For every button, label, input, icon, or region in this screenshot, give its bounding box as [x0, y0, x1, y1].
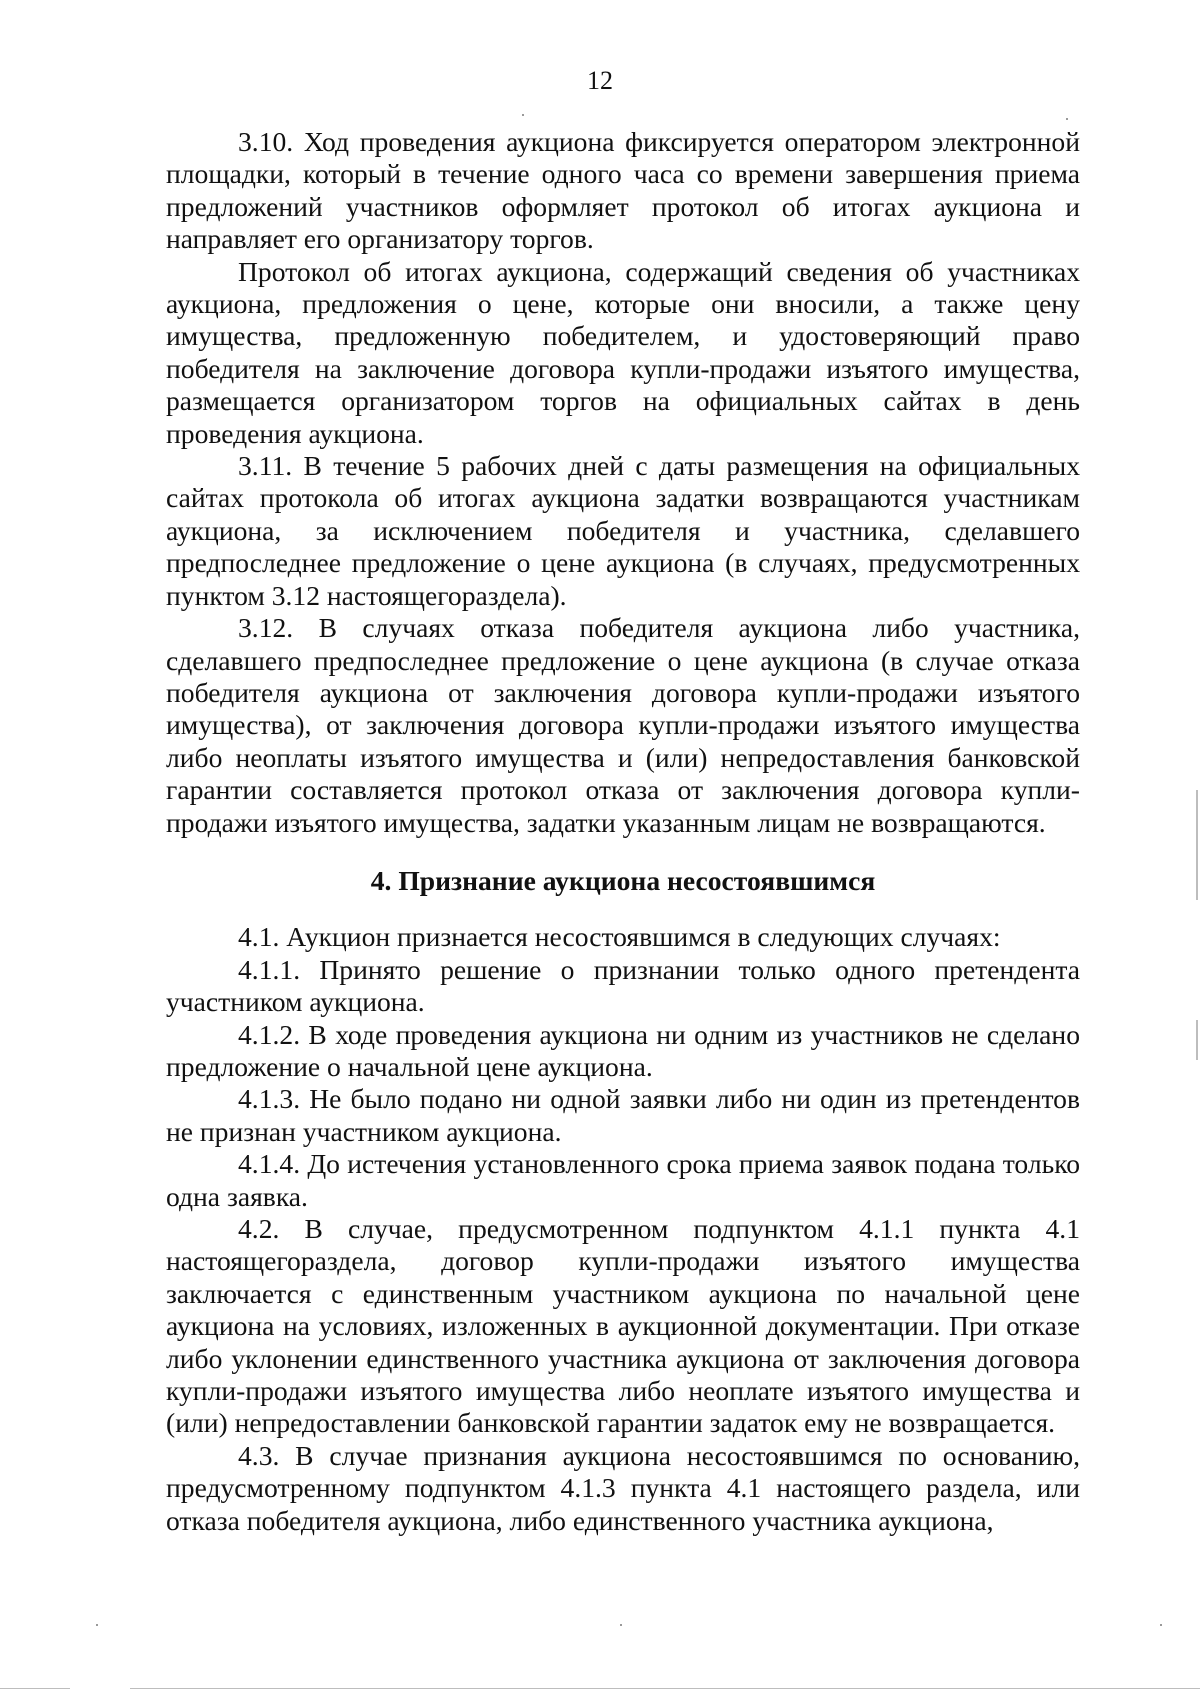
scan-bottom-line — [0, 1688, 70, 1689]
scan-speck — [1160, 1624, 1162, 1626]
scan-edge-line — [1196, 1020, 1198, 1060]
paragraph-4-1-4: 4.1.4. До истечения установленного срока приема заявок подана только одна заявка. — [166, 1148, 1080, 1212]
paragraph-3-10: 3.10. Ход проведения аукциона фиксируется оператором электронной площадки, который в течение одного часа со времени завершения приема предложений участников оформляет протокол об итогах аукциона и направляет его организатору торгов. — [166, 126, 1080, 255]
paragraph-4-2: 4.2. В случае, предусмотренном подпунктом 4.1.1 пункта 4.1 настоящегораздела, договор купли-продажи изъятого имущества заключается с единственным участником аукциона по начальной цене аукциона на условиях, изложенных в аукционной документации. При отказе либо уклонении единственного участника аукциона от заключения договора купли-продажи изъятого имущества либо неоплате изъятого имущества и (или) непредоставлении банковской гарантии задаток ему не возвращается. — [166, 1213, 1080, 1439]
scan-bottom-line — [130, 1688, 1200, 1689]
scan-speck — [620, 1624, 622, 1626]
paragraph-4-1: 4.1. Аукцион признается несостоявшимся в следующих случаях: — [238, 921, 1001, 953]
scan-speck — [1066, 118, 1068, 120]
page-number: 12 — [587, 66, 613, 95]
document-body — [166, 126, 1080, 1537]
scan-speck — [522, 114, 524, 116]
scan-edge-line — [1196, 790, 1198, 900]
paragraph-4-1-3: 4.1.3. Не было подано ни одной заявки либо ни один из претендентов не признан участником аукциона. — [166, 1083, 1080, 1147]
section-4-heading: 4. Признание аукциона несостоявшимся — [370, 864, 876, 896]
paragraph-3-12: 3.12. В случаях отказа победителя аукциона либо участника, сделавшего предпоследнее предложение о цене аукциона (в случае отказа победителя аукциона от заключения договора купли-продажи изъятого имущества), от заключения договора купли-продажи изъятого имущества либо неоплаты изъятого имущества и (или) непредоставления банковской гарантии составляется протокол отказа от заключения договора купли-продажи изъятого имущества, задатки указанным лицам не возвращаются. — [166, 612, 1080, 838]
scan-speck — [96, 1624, 98, 1626]
paragraph-protocol: Протокол об итогах аукциона, содержащий сведения об участниках аукциона, предложения о цене, которые они вносили, а также цену имущества, предложенную победителем, и удостоверяющий право победителя на заключение договора купли-продажи изъятого имущества, размещается организатором торгов на официальных сайтах в день проведения аукциона. — [166, 255, 1080, 449]
paragraph-4-1-1: 4.1.1. Принято решение о признании только одного претендента участником аукциона. — [166, 953, 1080, 1018]
paragraph-3-11: 3.11. В течение 5 рабочих дней с даты размещения на официальных сайтах протокола об итогах аукциона задатки возвращаются участникам аукциона, за исключением победителя и участника, сделавшего предпоследнее предложение о цене аукциона (в случаях, предусмотренных пунктом 3.12 настоящегораздела). — [166, 450, 1080, 611]
paragraph-4-1-2: 4.1.2. В ходе проведения аукциона ни одним из участников не сделано предложение о начальной цене аукциона. — [166, 1018, 1080, 1082]
paragraph-4-3: 4.3. В случае признания аукциона несостоявшимся по основанию, предусмотренному подпунктом 4.1.3 пункта 4.1 настоящего раздела, или отказа победителя аукциона, либо единственного участника аукциона, — [166, 1439, 1080, 1536]
